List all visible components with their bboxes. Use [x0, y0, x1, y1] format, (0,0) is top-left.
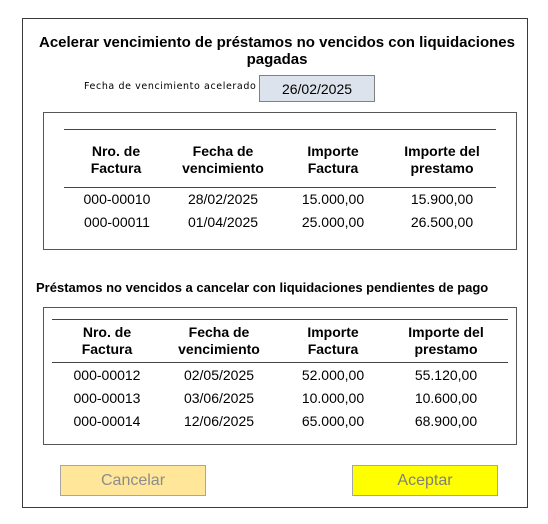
accelerated-date-label: Fecha de vencimiento acelerado [84, 81, 257, 92]
table-top-rule [64, 129, 496, 130]
cell-invoice-number: 000-00010 [83, 191, 151, 207]
paid-loans-table [43, 112, 517, 250]
header-invoice-number: Nro. de Factura [81, 324, 133, 357]
header-loan-amount: Importe del prestamo [404, 143, 480, 176]
header-loan-amount: Importe del prestamo [408, 324, 484, 357]
header-invoice-number: Nro. de Factura [90, 143, 142, 176]
cell-invoice-amount: 15.000,00 [301, 191, 365, 207]
table-top-rule [52, 319, 508, 320]
cell-due-date: 02/05/2025 [183, 367, 255, 383]
cell-invoice-amount: 10.000,00 [301, 390, 365, 406]
cell-loan-amount: 10.600,00 [414, 390, 478, 406]
accept-button[interactable]: Aceptar [352, 465, 498, 496]
pending-loans-table [43, 307, 517, 445]
cell-invoice-number: 000-00011 [84, 214, 150, 230]
header-rule [64, 187, 496, 188]
cell-loan-amount: 55.120,00 [414, 367, 478, 383]
cell-invoice-amount: 65.000,00 [301, 413, 365, 429]
header-due-date: Fecha de vencimiento [178, 324, 260, 357]
header-due-date: Fecha de vencimiento [182, 143, 264, 176]
cell-loan-amount: 68.900,00 [414, 413, 478, 429]
cancel-button[interactable]: Cancelar [60, 465, 206, 496]
dialog-title: Acelerar vencimiento de préstamos no vencidos con liquidaciones pagadas [39, 34, 515, 68]
header-invoice-amount: Importe Factura [307, 143, 359, 176]
cell-invoice-number: 000-00012 [73, 367, 141, 383]
cell-invoice-amount: 25.000,00 [301, 214, 365, 230]
pending-section-title: Préstamos no vencidos a cancelar con liquidaciones pendientes de pago [36, 280, 489, 295]
cell-due-date: 01/04/2025 [187, 214, 259, 230]
cell-due-date: 28/02/2025 [187, 191, 259, 207]
accelerated-date-field[interactable]: 26/02/2025 [259, 75, 375, 102]
header-invoice-amount: Importe Factura [307, 324, 359, 357]
cell-loan-amount: 15.900,00 [410, 191, 474, 207]
cell-invoice-number: 000-00013 [73, 390, 141, 406]
cell-invoice-number: 000-00014 [73, 413, 141, 429]
cell-loan-amount: 26.500,00 [410, 214, 474, 230]
cell-invoice-amount: 52.000,00 [301, 367, 365, 383]
cell-due-date: 12/06/2025 [183, 413, 255, 429]
cell-due-date: 03/06/2025 [183, 390, 255, 406]
header-rule [52, 362, 508, 363]
